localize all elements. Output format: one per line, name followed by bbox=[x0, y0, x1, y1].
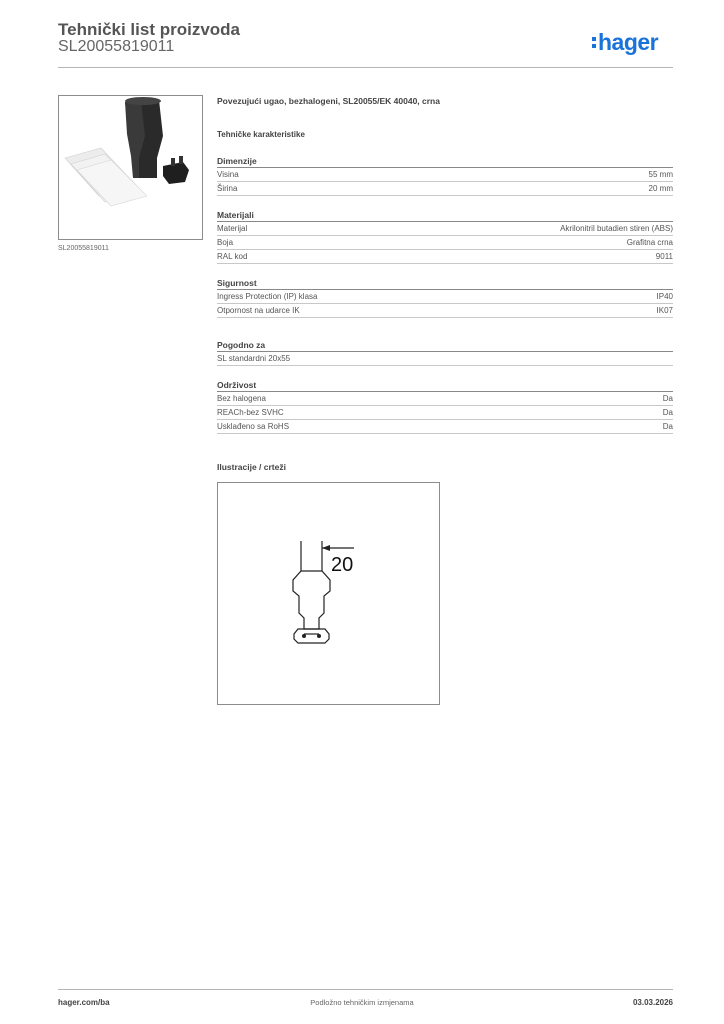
product-image bbox=[58, 95, 203, 240]
spec-group-title: Dimenzije bbox=[217, 156, 673, 168]
spec-label: Bez halogena bbox=[217, 394, 266, 403]
product-title: Povezujući ugao, bezhalogeni, SL20055/EK 40040, crna bbox=[217, 96, 440, 106]
spec-label: Materijal bbox=[217, 224, 248, 233]
spec-group-title: Materijali bbox=[217, 210, 673, 222]
header-divider bbox=[58, 67, 673, 68]
spec-label: REACh-bez SVHC bbox=[217, 408, 284, 417]
spec-value: Da bbox=[662, 408, 673, 417]
dimension-label: 20 bbox=[331, 554, 354, 576]
spec-value: Da bbox=[662, 394, 673, 403]
spec-label: Visina bbox=[217, 170, 239, 179]
spec-value: 20 mm bbox=[648, 184, 673, 193]
spec-group-safety bbox=[217, 278, 673, 318]
spec-value: 55 mm bbox=[648, 170, 673, 179]
spec-row bbox=[217, 392, 673, 406]
spec-row bbox=[217, 406, 673, 420]
footer-divider bbox=[58, 989, 673, 990]
spec-group-title: Sigurnost bbox=[217, 278, 673, 290]
spec-label: SL standardni 20x55 bbox=[217, 354, 291, 363]
spec-group-title: Pogodno za bbox=[217, 340, 673, 352]
dimension-drawing bbox=[218, 483, 439, 704]
hager-logo[interactable]: hager bbox=[598, 29, 659, 55]
spec-group-materials bbox=[217, 210, 673, 264]
product-code: SL20055819011 bbox=[58, 38, 175, 55]
spec-value: Akrilonitril butadien stiren (ABS) bbox=[560, 224, 673, 233]
illustrations-heading: Ilustracije / crteži bbox=[217, 462, 286, 472]
spec-value: Grafitna crna bbox=[626, 238, 673, 247]
hager-logo-mark bbox=[592, 37, 596, 51]
spec-row bbox=[217, 352, 673, 366]
spec-label: RAL kod bbox=[217, 252, 248, 261]
spec-row bbox=[217, 168, 673, 182]
spec-label: Usklađeno sa RoHS bbox=[217, 422, 290, 431]
spec-label: Otpornost na udarce IK bbox=[217, 306, 300, 315]
spec-row bbox=[217, 420, 673, 434]
footer-website-link[interactable]: hager.com/ba bbox=[58, 998, 110, 1007]
spec-value: Da bbox=[662, 422, 673, 431]
spec-group-sustainability bbox=[217, 380, 673, 434]
footer-date: 03.03.2026 bbox=[632, 998, 673, 1007]
product-photo-icon bbox=[59, 96, 203, 240]
spec-value: 9011 bbox=[655, 252, 673, 261]
spec-value: IK07 bbox=[656, 306, 673, 315]
spec-label: Boja bbox=[217, 238, 234, 247]
spec-row bbox=[217, 222, 673, 236]
product-image-caption: SL20055819011 bbox=[58, 245, 109, 252]
spec-panel bbox=[217, 96, 673, 434]
technical-drawing bbox=[217, 482, 440, 705]
footer-notice: Podložno tehničkim izmjenama bbox=[310, 998, 414, 1007]
spec-group-suitable bbox=[217, 340, 673, 366]
spec-row bbox=[217, 182, 673, 196]
page-title: Tehnički list proizvoda bbox=[58, 20, 240, 39]
tech-section-heading: Tehničke karakteristike bbox=[217, 130, 305, 139]
spec-row bbox=[217, 236, 673, 250]
spec-row bbox=[217, 290, 673, 304]
spec-row bbox=[217, 250, 673, 264]
spec-label: Ingress Protection (IP) klasa bbox=[217, 292, 318, 301]
spec-group-title: Održivost bbox=[217, 380, 673, 392]
spec-label: Širina bbox=[217, 184, 238, 193]
spec-value: IP40 bbox=[656, 292, 673, 301]
spec-group-dimensions bbox=[217, 156, 673, 196]
spec-row bbox=[217, 304, 673, 318]
